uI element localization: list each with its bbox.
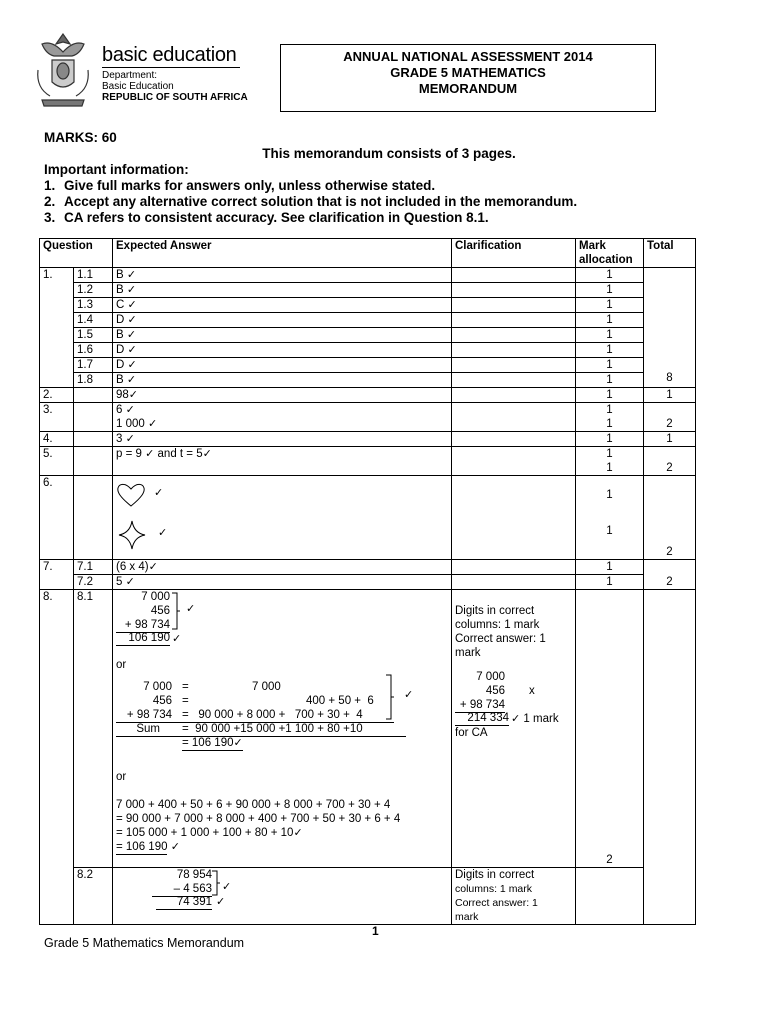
clarification-cell: [452, 432, 576, 447]
answer-cell: D ✓: [113, 313, 452, 328]
marks-total: MARKS: 60: [44, 130, 117, 145]
clarification-cell: [452, 476, 576, 560]
answer-cell: B ✓: [113, 283, 452, 298]
answer-cell: 3 ✓: [113, 432, 452, 447]
clarification-cell: [452, 328, 576, 343]
sub-number: 1.3: [74, 298, 113, 313]
mark-cell: 1: [576, 373, 644, 388]
tick-icon: ✓: [127, 314, 137, 326]
column-subtraction: 78 954 – 4 563 74 391 ✓ ✓: [116, 868, 448, 920]
instruction-item: 1. Give full marks for answers only, unless otherwise stated.: [44, 178, 436, 193]
tick-icon: ✓: [145, 448, 155, 460]
sub-number: [74, 388, 113, 403]
answer-cell: [113, 868, 452, 925]
column-addition: 7 000 456 + 98 734 106 190 ✓ ✓: [116, 590, 448, 646]
clarification-cell: [452, 313, 576, 328]
sub-number: [74, 432, 113, 447]
clarification-cell: [452, 298, 576, 313]
heart-icon: [116, 482, 146, 508]
memorandum-table-wrapper: [39, 238, 696, 925]
dept-line-1: Department:: [102, 70, 158, 81]
memorandum-table: [39, 238, 696, 925]
tick-icon: ✓: [127, 299, 137, 311]
table-row: [40, 476, 696, 560]
tick-icon: ✓: [158, 527, 168, 539]
mark-cell: 1: [576, 432, 644, 447]
clarification-cell: [452, 373, 576, 388]
tick-icon: ✓: [172, 633, 182, 645]
title-line-2: GRADE 5 MATHEMATICS: [390, 65, 546, 80]
answer-cell: 5 ✓: [113, 575, 452, 590]
mark-cell: [576, 868, 644, 925]
sub-number: 1.8: [74, 373, 113, 388]
page-number: 1: [372, 924, 379, 938]
answer-cell: B ✓: [113, 268, 452, 283]
mark-cell: 1: [576, 283, 644, 298]
clarification-cell: [452, 343, 576, 358]
tick-icon: ✓: [127, 344, 137, 356]
table-row: [40, 268, 696, 283]
clarification-cell: [452, 388, 576, 403]
clarification-cell: [452, 358, 576, 373]
tick-icon: ✓: [127, 359, 137, 371]
expanded-addition: 7 000 = 7 000 456 = 400 + 50 + 6 + 98 734 = 90 000 + 8 000 + 700 + 30 + 4 Sum = 90 000 +15 000 +1 100 + 80 +10 = 106 190✓ ✓: [116, 680, 448, 764]
mark-cell: 1: [576, 343, 644, 358]
answer-cell: (6 x 4)✓: [113, 560, 452, 575]
mark-cell: 1: [576, 328, 644, 343]
sub-number: 1.7: [74, 358, 113, 373]
clarification-cell: Digits in correct columns: 1 mark Correct answer: 1 mark: [452, 868, 576, 925]
q7-number: 7.: [40, 560, 74, 590]
brand-name: basic education: [102, 44, 237, 66]
header-total: Total: [644, 239, 696, 268]
brace-icon: [212, 870, 220, 896]
q2-total: 1: [644, 388, 696, 403]
table-row: [40, 447, 696, 476]
clarification-cell: Digits in correct columns: 1 mark Correct answer: 1 mark 7 000 456 x + 98 734 214 334 ✓ 1 mark for CA: [452, 590, 576, 868]
q1-total: 8: [644, 268, 696, 388]
tick-icon: ✓: [126, 284, 137, 296]
sub-number: 8.1: [74, 590, 113, 868]
answer-cell: p = 9 ✓ and t = 5✓: [113, 447, 452, 476]
page-count: This memorandum consists of 3 pages.: [262, 146, 516, 161]
mark-cell: 1 1: [576, 403, 644, 432]
clarification-cell: [452, 575, 576, 590]
sub-number: 8.2: [74, 868, 113, 925]
mark-cell: 2: [576, 590, 644, 868]
tick-icon: ✓: [147, 418, 158, 430]
long-addition: 7 000 + 400 + 50 + 6 + 90 000 + 8 000 + 700 + 30 + 4 = 90 000 + 7 000 + 8 000 + 400 + 700 + 50 + 30 + 6 + 4 = 105 000 + 1 000 + 100 + 80 + 10✓ = 106 190 ✓: [116, 799, 401, 853]
brace-icon: [172, 592, 180, 630]
answer-cell: C ✓: [113, 298, 452, 313]
q6-number: 6.: [40, 476, 74, 560]
table-row: [40, 358, 696, 373]
star-answer: [116, 518, 448, 558]
sub-number: 1.1: [74, 268, 113, 283]
q6-total: 2: [644, 476, 696, 560]
answer-cell: D ✓: [113, 343, 452, 358]
answer-cell: [113, 590, 452, 868]
table-row: [40, 560, 696, 575]
answer-cell: 98✓: [113, 388, 452, 403]
mark-cell: 1: [576, 388, 644, 403]
table-row: [40, 575, 696, 590]
tick-icon: ✓: [170, 841, 180, 853]
tick-icon: ✓: [128, 389, 139, 401]
q4-total: 1: [644, 432, 696, 447]
tick-icon: ✓: [233, 737, 243, 749]
sub-number: 7.2: [74, 575, 113, 590]
header-clarification: Clarification: [452, 239, 576, 268]
clarification-cell: [452, 447, 576, 476]
brand-divider: [102, 67, 240, 68]
sub-number: [74, 447, 113, 476]
header-mark: Mark allocation: [576, 239, 644, 268]
table-row: [40, 283, 696, 298]
tick-icon: ✓: [125, 576, 135, 588]
q3-number: 3.: [40, 403, 74, 432]
table-row: [40, 313, 696, 328]
answer-cell: 6 ✓ 1 000 ✓: [113, 403, 452, 432]
table-row: [40, 590, 696, 868]
mark-cell: 1: [576, 313, 644, 328]
table-row: [40, 343, 696, 358]
clarification-cell: [452, 283, 576, 298]
sub-number: 1.6: [74, 343, 113, 358]
tick-icon: ✓: [126, 374, 137, 386]
four-point-star-icon: [118, 520, 146, 550]
coat-of-arms-logo: [32, 30, 94, 110]
ca-example: 7 000 456 x + 98 734 214 334 ✓ 1 mark for CA: [455, 671, 559, 739]
mark-cell: 1: [576, 575, 644, 590]
or-label: or: [116, 659, 127, 671]
instruction-list: [44, 178, 734, 226]
mark-cell: 1: [576, 298, 644, 313]
sub-number: [74, 476, 113, 560]
important-information: [44, 130, 734, 226]
tick-icon: ✓: [125, 433, 135, 445]
header-question: Question: [40, 239, 113, 268]
tick-icon: ✓: [126, 329, 137, 341]
document-title-box: [280, 44, 656, 112]
tick-icon: ✓: [222, 881, 232, 893]
tick-icon: ✓: [125, 404, 135, 416]
title-line-3: MEMORANDUM: [418, 81, 518, 96]
table-row: [40, 403, 696, 432]
tick-icon: ✓: [202, 448, 212, 460]
q8-total: [644, 590, 696, 925]
q4-number: 4.: [40, 432, 74, 447]
dept-line-3: REPUBLIC OF SOUTH AFRICA: [102, 92, 248, 103]
tick-icon: ✓: [126, 269, 137, 281]
tick-icon: ✓: [186, 603, 196, 615]
header-answer: Expected Answer: [113, 239, 452, 268]
tick-icon: ✓: [293, 827, 303, 839]
q5-total: 2: [644, 447, 696, 476]
mark-cell: 1: [576, 268, 644, 283]
sub-number: [74, 403, 113, 432]
title-line-1: ANNUAL NATIONAL ASSESSMENT 2014: [343, 49, 593, 64]
table-row: [40, 373, 696, 388]
tick-icon: ✓: [404, 689, 414, 701]
tick-icon: ✓: [511, 713, 521, 725]
mark-cell: 1: [576, 358, 644, 373]
clarification-cell: [452, 268, 576, 283]
table-header-row: [40, 239, 696, 268]
important-heading: Important information:: [44, 162, 189, 177]
clarification-cell: [452, 560, 576, 575]
mark-cell: 1 1: [576, 476, 644, 560]
mark-cell: 1 1: [576, 447, 644, 476]
table-row: [40, 868, 696, 925]
q8-number: 8.: [40, 590, 74, 925]
dept-line-2: Basic Education: [102, 81, 174, 92]
answer-cell: D ✓: [113, 358, 452, 373]
instruction-item: 3. CA refers to consistent accuracy. See clarification in Question 8.1.: [44, 210, 489, 225]
q2-number: 2.: [40, 388, 74, 403]
q7-total: 2: [644, 560, 696, 590]
table-row: [40, 432, 696, 447]
mark-cell: 1: [576, 560, 644, 575]
table-row: [40, 298, 696, 313]
instruction-item: 2. Accept any alternative correct solution that is not included in the memorandum.: [44, 194, 578, 209]
sub-number: 7.1: [74, 560, 113, 575]
brace-icon: [386, 674, 394, 720]
clarification-cell: [452, 403, 576, 432]
footer-title: Grade 5 Mathematics Memorandum: [44, 936, 245, 950]
sub-number: 1.4: [74, 313, 113, 328]
tick-icon: ✓: [148, 561, 158, 573]
tick-icon: ✓: [154, 487, 164, 499]
tick-icon: ✓: [216, 896, 226, 908]
sub-number: 1.5: [74, 328, 113, 343]
q3-total: 2: [644, 403, 696, 432]
sub-number: 1.2: [74, 283, 113, 298]
answer-cell: [113, 476, 452, 560]
q5-number: 5.: [40, 447, 74, 476]
answer-cell: B ✓: [113, 373, 452, 388]
answer-cell: B ✓: [113, 328, 452, 343]
table-row: [40, 328, 696, 343]
heart-answer: [116, 476, 448, 518]
table-row: [40, 388, 696, 403]
department-block: [102, 70, 248, 103]
or-label: or: [116, 771, 127, 783]
q1-number: 1.: [40, 268, 74, 388]
